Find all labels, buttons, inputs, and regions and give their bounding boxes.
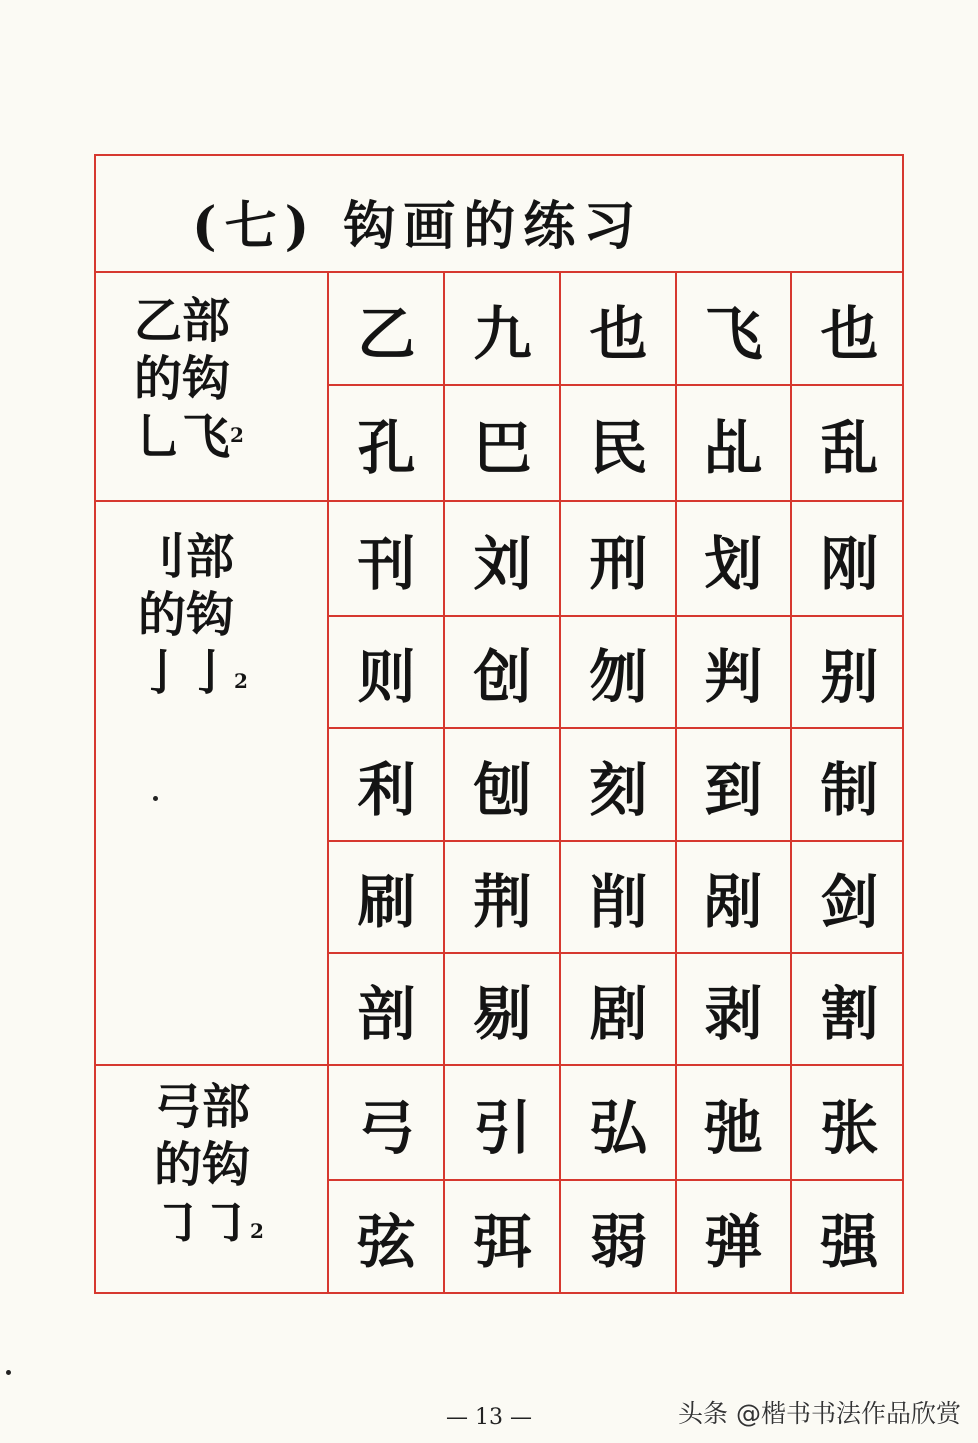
char-cell: 刊: [357, 529, 416, 598]
char-cell: 剖: [357, 980, 416, 1048]
margin-dot: [6, 1370, 11, 1375]
char-cell: 飞: [704, 299, 763, 368]
char-cell: 到: [704, 755, 763, 824]
char-cell: 荆: [473, 868, 532, 936]
char-cell: 巴: [473, 414, 532, 482]
char-cell: 创: [473, 643, 532, 711]
section-label-dao: [138, 528, 248, 702]
char-cell: 弘: [589, 1093, 648, 1162]
char-cell: 弓: [357, 1093, 416, 1162]
char-cell: 刚: [820, 529, 879, 598]
char-cell: 刑: [589, 529, 648, 598]
char-cell: 判: [704, 643, 763, 711]
section-label-gong: [154, 1078, 264, 1252]
char-cell: 剑: [820, 868, 879, 936]
char-cell: 民: [589, 414, 648, 482]
char-cell: 弛: [704, 1093, 763, 1162]
practice-sheet: [94, 154, 904, 1294]
watermark: 头条 @楷书书法作品欣赏: [678, 1399, 961, 1428]
char-cell: 张: [820, 1093, 879, 1162]
char-cell: 强: [820, 1207, 879, 1276]
label-line: 的钩: [134, 351, 231, 407]
char-cell: 制: [820, 755, 879, 824]
char-cell: 弱: [589, 1207, 648, 1276]
char-cell: 也: [589, 299, 648, 368]
label-line: 乚飞: [134, 409, 231, 465]
label-line: 刂部: [138, 529, 235, 585]
char-cell: 也: [820, 299, 879, 368]
section-label-yi: [134, 292, 244, 466]
label-line: 的钩: [138, 587, 235, 643]
char-cell: 别: [820, 643, 879, 711]
char-cell: 割: [820, 980, 879, 1048]
page-title: (七) 钩画的练习: [192, 196, 644, 257]
char-cell: 引: [473, 1093, 532, 1162]
label-line: 的钩: [154, 1137, 251, 1193]
char-cell: 弹: [704, 1207, 763, 1276]
char-cell: 乩: [704, 414, 763, 482]
char-cell: 弭: [473, 1207, 532, 1276]
char-cell: 剧: [589, 980, 648, 1048]
char-cell: 削: [589, 868, 648, 936]
page-number: — 13 —: [446, 1405, 532, 1430]
char-cell: 刻: [589, 755, 648, 824]
char-cell: 则: [357, 643, 416, 711]
char-cell: 剥: [704, 980, 763, 1048]
char-cell: 弦: [357, 1207, 416, 1276]
char-cell: 刎: [589, 643, 648, 711]
label-line: ㇆㇆: [154, 1195, 251, 1251]
char-cell: 剔: [473, 980, 532, 1048]
stroke-number: 2: [250, 1219, 264, 1243]
label-line: 亅亅: [138, 645, 235, 701]
char-cell: 刷: [357, 868, 416, 936]
char-cell: 九: [473, 299, 532, 368]
title-row: [96, 156, 902, 273]
char-cell: 孔: [357, 414, 416, 482]
char-cell: 剐: [704, 868, 763, 936]
ink-dot: [153, 796, 158, 801]
char-cell: 刘: [473, 529, 532, 598]
char-cell: 刨: [473, 755, 532, 824]
char-cell: 利: [357, 755, 416, 824]
label-line: 乙部: [134, 293, 231, 349]
char-cell: 乱: [820, 414, 879, 482]
char-cell: 乙: [357, 299, 416, 368]
label-line: 弓部: [154, 1079, 251, 1135]
stroke-number: 2: [234, 669, 248, 693]
char-cell: 划: [704, 529, 763, 598]
stroke-number: 2: [230, 423, 244, 447]
